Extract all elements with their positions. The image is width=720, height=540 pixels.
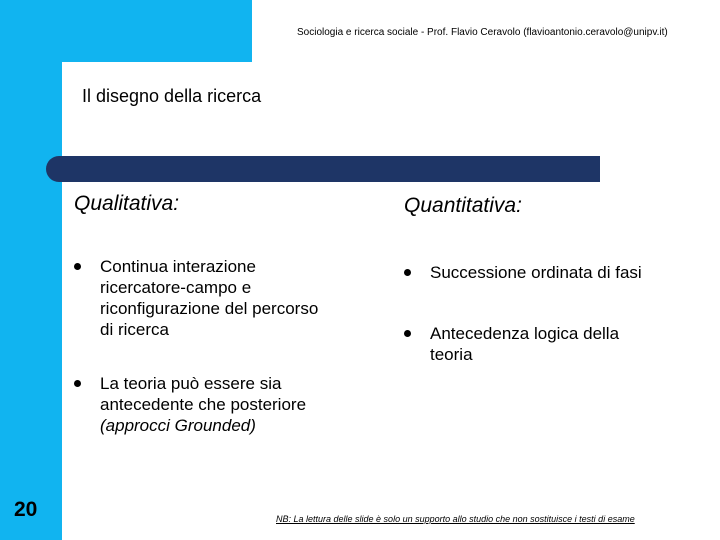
bullet-icon [404, 269, 411, 276]
list-item-text: Continua interazione ricercatore-campo e riconfigurazione del percorso di ricerca [100, 257, 319, 339]
bullet-icon [74, 380, 81, 387]
list-item-text: Successione ordinata di fasi [430, 263, 642, 282]
left-accent-bar [0, 0, 62, 540]
qualitative-heading: Qualitativa: [74, 192, 180, 215]
bullet-icon [404, 330, 411, 337]
course-header: Sociologia e ricerca sociale - Prof. Flavio Ceravolo (flavioantonio.ceravolo@unipv.it) [297, 27, 668, 38]
qualitative-list [74, 256, 324, 436]
list-item-italic-text: (approcci Grounded) [100, 416, 256, 435]
footer-note: NB: La lettura delle slide è solo un supporto allo studio che non sostituisce i testi di esame [276, 514, 635, 524]
title-area [62, 62, 720, 157]
quantitative-heading: Quantitativa: [404, 194, 522, 217]
slide-number: 20 [14, 498, 38, 521]
list-item-text: La teoria può essere sia antecedente che posteriore [100, 374, 307, 414]
list-item [74, 373, 324, 436]
list-item-text: Antecedenza logica della teoria [430, 324, 620, 364]
bullet-icon [74, 263, 81, 270]
title-divider-bar [46, 156, 600, 182]
slide-title: Il disegno della ricerca [82, 86, 262, 106]
list-item [74, 256, 324, 340]
list-item [404, 262, 664, 283]
quantitative-list [404, 262, 664, 365]
list-item [404, 323, 664, 365]
